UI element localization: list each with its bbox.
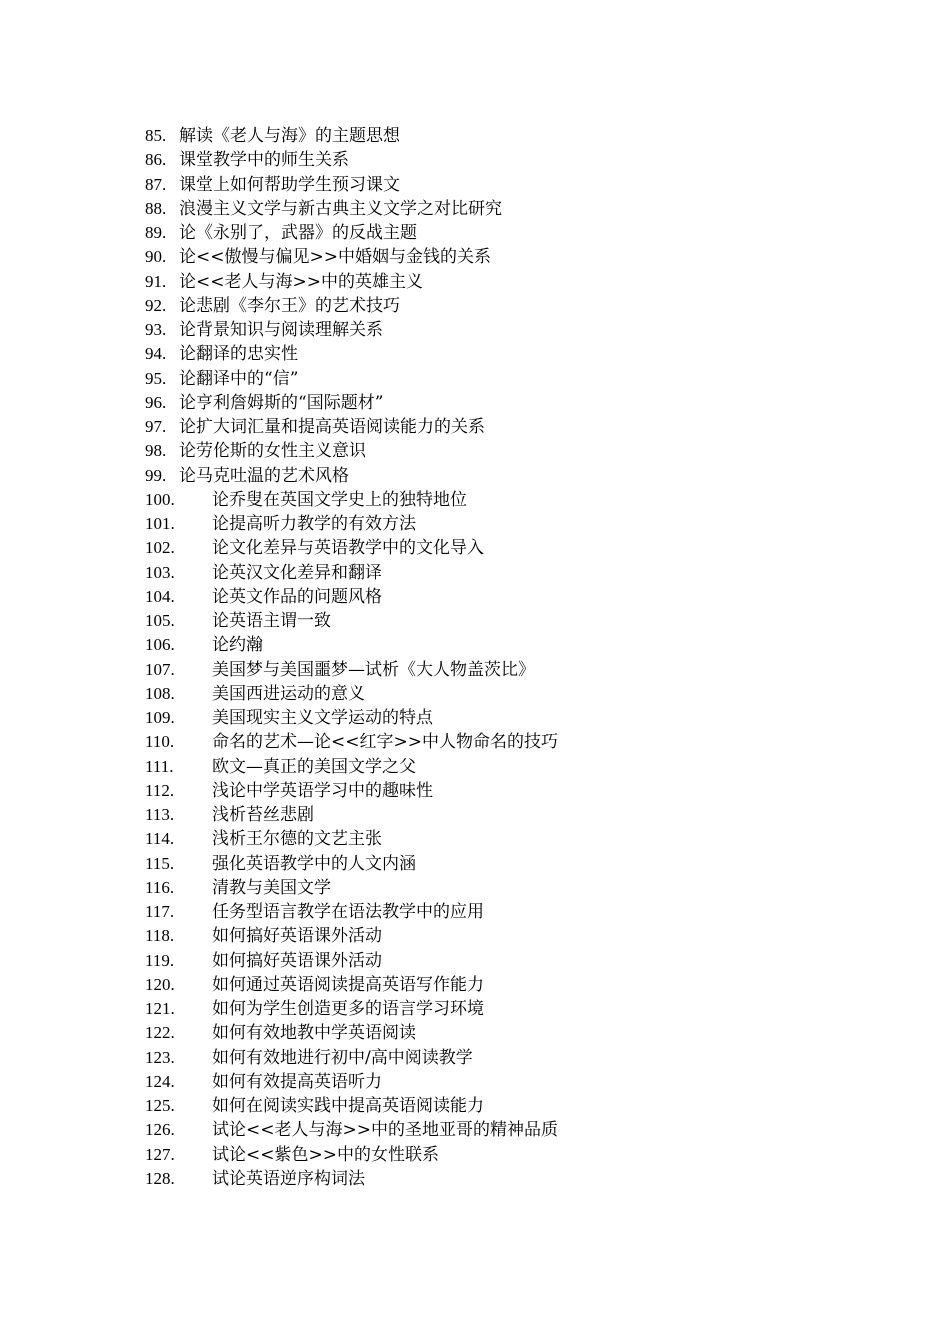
- list-item: [145, 706, 905, 730]
- item-title: 论悲剧《李尔王》的艺术技巧: [179, 295, 400, 316]
- list-item: [145, 439, 905, 463]
- list-item: [145, 973, 905, 997]
- list-item: [145, 512, 905, 536]
- item-title: 欧文—真正的美国文学之父: [212, 756, 416, 777]
- list-item: [145, 633, 905, 657]
- item-number: 117.: [145, 902, 175, 921]
- item-number: 89.: [145, 223, 167, 242]
- item-number: 108.: [145, 683, 175, 703]
- topic-list: [145, 124, 905, 1191]
- item-title: 试论<<紫色>>中的女性联系: [212, 1144, 439, 1165]
- list-item: [145, 391, 905, 415]
- item-title: 论英汉文化差异和翻译: [212, 562, 382, 583]
- item-title: 论<<老人与海>>中的英雄主义: [179, 271, 423, 292]
- item-title: 论提高听力教学的有效方法: [212, 514, 416, 534]
- item-number: 110.: [145, 732, 175, 752]
- list-item: [145, 803, 905, 827]
- list-item: [145, 342, 905, 366]
- item-title: 浪漫主义文学与新古典主义文学之对比研究: [179, 198, 502, 219]
- item-title: 美国现实主义文学运动的特点: [212, 708, 433, 728]
- item-title: 任务型语言教学在语法教学中的应用: [212, 902, 484, 922]
- item-number: 128.: [145, 1168, 175, 1188]
- item-title: 如何有效提高英语听力: [212, 1071, 382, 1092]
- item-number: 85.: [145, 126, 167, 145]
- item-title: 论亨利詹姆斯的“国际题材”: [179, 392, 384, 413]
- list-item: [145, 561, 905, 585]
- item-number: 119.: [145, 950, 175, 970]
- list-item: [145, 730, 905, 754]
- list-item: [145, 270, 905, 294]
- item-title: 强化英语教学中的人文内涵: [212, 853, 416, 874]
- item-number: 118.: [145, 926, 175, 946]
- item-title: 论《永别了，武器》的反战主题: [179, 223, 417, 243]
- item-number: 120.: [145, 974, 175, 994]
- item-number: 98.: [145, 441, 167, 461]
- list-item: [145, 755, 905, 779]
- item-title: 清教与美国文学: [212, 877, 331, 898]
- item-number: 124.: [145, 1071, 175, 1091]
- item-number: 97.: [145, 417, 167, 436]
- item-number: 96.: [145, 392, 167, 412]
- item-number: 109.: [145, 708, 175, 727]
- item-title: 如何搞好英语课外活动: [212, 950, 382, 971]
- item-number: 99.: [145, 465, 167, 485]
- item-title: 试论英语逆序构词法: [212, 1168, 365, 1189]
- item-number: 122.: [145, 1023, 175, 1043]
- item-title: 论英文作品的问题风格: [212, 586, 382, 607]
- item-title: 如何有效地教中学英语阅读: [212, 1023, 416, 1044]
- item-number: 88.: [145, 198, 167, 218]
- item-number: 93.: [145, 320, 167, 339]
- item-number: 106.: [145, 635, 175, 655]
- item-number: 101.: [145, 514, 175, 533]
- item-title: 如何为学生创造更多的语言学习环境: [212, 999, 484, 1019]
- item-title: 试论<<老人与海>>中的圣地亚哥的精神品质: [212, 1120, 558, 1141]
- list-item: [145, 367, 905, 391]
- list-item: [145, 658, 905, 682]
- list-item: [145, 827, 905, 851]
- item-number: 107.: [145, 659, 175, 679]
- item-title: 论乔叟在英国文学史上的独特地位: [212, 489, 467, 510]
- item-title: 如何搞好英语课外活动: [212, 926, 382, 947]
- item-title: 论劳伦斯的女性主义意识: [179, 441, 366, 462]
- item-number: 121.: [145, 999, 175, 1018]
- item-number: 102.: [145, 538, 175, 558]
- list-item: [145, 585, 905, 609]
- list-item: [145, 173, 905, 197]
- item-title: 如何通过英语阅读提高英语写作能力: [212, 974, 484, 995]
- list-item: [145, 779, 905, 803]
- item-title: 论文化差异与英语教学中的文化导入: [212, 538, 484, 559]
- item-title: 如何在阅读实践中提高英语阅读能力: [212, 1096, 484, 1116]
- list-item: [145, 876, 905, 900]
- list-item: [145, 682, 905, 706]
- item-title: 论约瀚: [212, 635, 263, 656]
- list-item: [145, 536, 905, 560]
- item-title: 如何有效地进行初中/高中阅读教学: [212, 1047, 473, 1068]
- item-number: 126.: [145, 1120, 175, 1140]
- list-item: [145, 124, 905, 148]
- item-title: 论翻译的忠实性: [179, 344, 298, 365]
- item-title: 解读《老人与海》的主题思想: [179, 126, 400, 146]
- item-title: 美国西进运动的意义: [212, 683, 365, 704]
- item-number: 113.: [145, 805, 175, 824]
- item-number: 100.: [145, 489, 175, 509]
- list-item: [145, 609, 905, 633]
- item-number: 123.: [145, 1047, 175, 1067]
- list-item: [145, 900, 905, 924]
- item-title: 论扩大词汇量和提高英语阅读能力的关系: [179, 417, 485, 437]
- item-title: 美国梦与美国噩梦—试析《大人物盖茨比》: [212, 659, 535, 680]
- list-item: [145, 1046, 905, 1070]
- list-item: [145, 318, 905, 342]
- list-item: [145, 1070, 905, 1094]
- item-title: 论<<傲慢与偏见>>中婚姻与金钱的关系: [179, 247, 491, 268]
- item-number: 104.: [145, 586, 175, 606]
- list-item: [145, 197, 905, 221]
- item-number: 94.: [145, 344, 167, 364]
- list-item: [145, 1021, 905, 1045]
- list-item: [145, 148, 905, 172]
- list-item: [145, 464, 905, 488]
- item-number: 112.: [145, 780, 175, 800]
- list-item: [145, 1143, 905, 1167]
- item-number: 87.: [145, 174, 167, 194]
- list-item: [145, 221, 905, 245]
- list-item: [145, 997, 905, 1021]
- item-number: 95.: [145, 368, 167, 388]
- list-item: [145, 1118, 905, 1142]
- item-title: 论马克吐温的艺术风格: [179, 465, 349, 486]
- item-number: 91.: [145, 271, 167, 291]
- item-title: 论英语主谓一致: [212, 611, 331, 631]
- item-number: 115.: [145, 853, 175, 873]
- item-number: 114.: [145, 829, 175, 849]
- item-title: 浅析苔丝悲剧: [212, 805, 314, 825]
- list-item: [145, 852, 905, 876]
- item-title: 命名的艺术—论<<红字>>中人物命名的技巧: [212, 732, 558, 753]
- list-item: [145, 949, 905, 973]
- list-item: [145, 924, 905, 948]
- list-item: [145, 488, 905, 512]
- item-number: 105.: [145, 611, 175, 630]
- item-title: 浅论中学英语学习中的趣味性: [212, 780, 433, 801]
- list-item: [145, 1167, 905, 1191]
- item-number: 127.: [145, 1144, 175, 1164]
- item-number: 92.: [145, 295, 167, 315]
- list-item: [145, 1094, 905, 1118]
- item-title: 课堂上如何帮助学生预习课文: [179, 174, 400, 195]
- list-item: [145, 415, 905, 439]
- item-number: 116.: [145, 877, 175, 897]
- item-title: 浅析王尔德的文艺主张: [212, 829, 382, 850]
- item-number: 86.: [145, 150, 167, 170]
- item-title: 课堂教学中的师生关系: [179, 150, 349, 171]
- item-number: 111.: [145, 756, 174, 776]
- item-number: 90.: [145, 247, 167, 267]
- item-title: 论翻译中的“信”: [179, 368, 299, 389]
- list-item: [145, 294, 905, 318]
- item-title: 论背景知识与阅读理解关系: [179, 320, 383, 340]
- item-number: 103.: [145, 562, 175, 582]
- item-number: 125.: [145, 1096, 175, 1115]
- list-item: [145, 245, 905, 269]
